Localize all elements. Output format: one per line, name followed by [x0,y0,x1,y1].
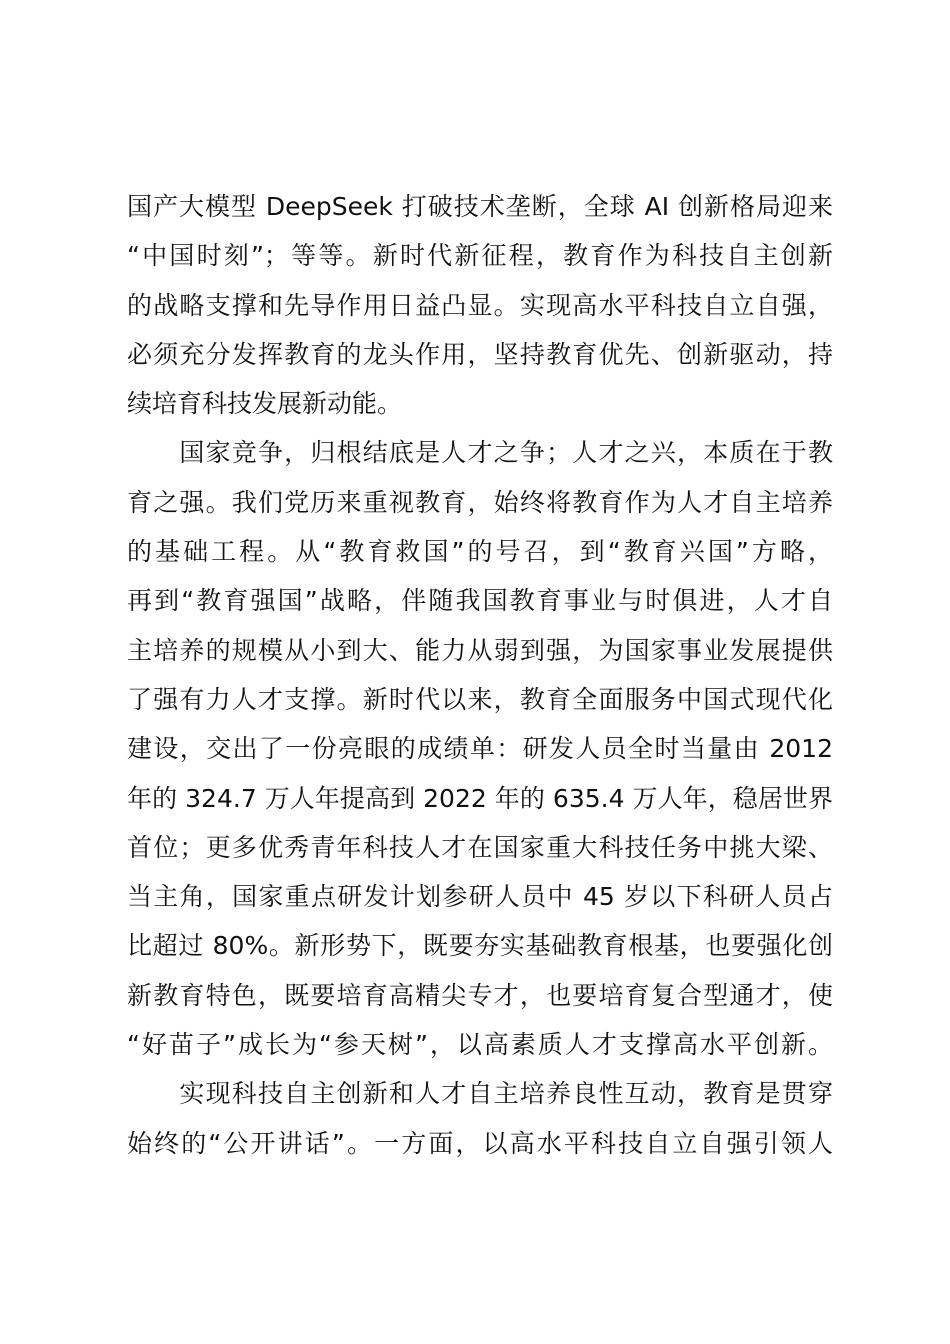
text-line-2: “中国时刻”；等等。新时代新征程，教育作为科技自主创新 [127,241,833,271]
text-line-17: 新教育特色，既要培育高精尖专才，也要培育复合型通才，使 [127,980,833,1010]
text-line-13: 年的 324.7 万人年提高到 2022 年的 635.4 万人年，稳居世界 [127,783,833,813]
text-line-15: 当主角，国家重点研发计划参研人员中 45 岁以下科研人员占 [127,882,833,912]
text-line-7: 育之强。我们党历来重视教育，始终将教育作为人才自主培养 [127,487,833,517]
text-line-20: 始终的“公开讲话”。一方面，以高水平科技自立自强引领人 [127,1128,833,1158]
text-line-19: 实现科技自主创新和人才自主培养良性互动，教育是贯穿 [127,1079,833,1109]
text-line-9: 再到“教育强国”战略，伴随我国教育事业与时俱进，人才自 [127,586,833,616]
body-text [127,182,833,1168]
text-line-18: “好苗子”成长为“参天树”，以高素质人才支撑高水平创新。 [127,1030,833,1060]
text-line-8: 的基础工程。从“教育救国”的号召，到“教育兴国”方略， [127,537,833,567]
text-line-3: 的战略支撑和先导作用日益凸显。实现高水平科技自立自强， [127,290,833,320]
text-line-5: 续培育科技发展新动能。 [127,389,403,419]
text-line-1: 国产大模型 DeepSeek 打破技术垄断，全球 AI 创新格局迎来 [127,192,833,221]
text-line-4: 必须充分发挥教育的龙头作用，坚持教育优先、创新驱动，持 [127,339,833,369]
text-line-16: 比超过 80%。新形势下，既要夯实基础教育根基，也要强化创 [127,931,833,961]
text-line-14: 首位；更多优秀青年科技人才在国家重大科技任务中挑大梁、 [127,832,833,862]
text-line-12: 建设，交出了一份亮眼的成绩单：研发人员全时当量由 2012 [127,734,833,764]
text-line-6: 国家竞争，归根结底是人才之争；人才之兴，本质在于教 [127,438,833,468]
text-line-11: 了强有力人才支撑。新时代以来，教育全面服务中国式现代化 [127,684,833,714]
text-line-10: 主培养的规模从小到大、能力从弱到强，为国家事业发展提供 [127,635,833,665]
